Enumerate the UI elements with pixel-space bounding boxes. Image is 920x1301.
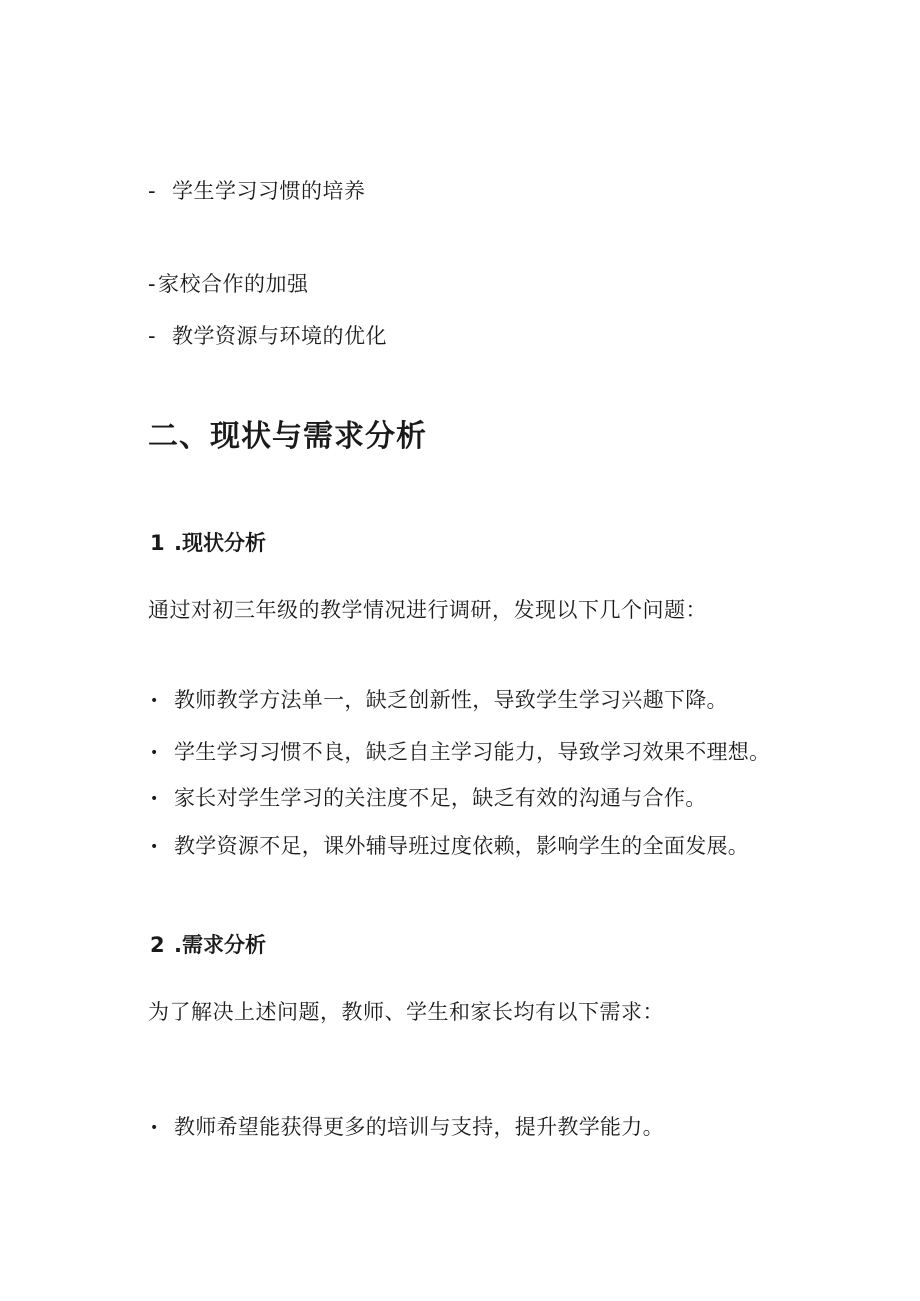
bullet-icon: •	[150, 745, 159, 761]
intro-list-item	[148, 177, 366, 205]
list-item	[150, 738, 770, 767]
list-item	[150, 686, 728, 715]
intro-list-item	[148, 322, 387, 350]
list-item-text: 教师希望能获得更多的培训与支持，提升教学能力。	[174, 1115, 664, 1139]
list-item-text: 学生学习习惯的培养	[172, 179, 366, 203]
paragraph: 为了解决上述问题，教师、学生和家长均有以下需求：	[148, 1000, 664, 1024]
bullet-icon: •	[150, 693, 159, 709]
subsection-heading-status	[150, 529, 266, 557]
list-item-text: 家校合作的加强	[158, 272, 309, 296]
section-heading: 二、现状与需求分析	[148, 419, 427, 454]
subsection-number: 2	[150, 933, 165, 957]
list-item-text: 学生学习习惯不良，缺乏自主学习能力，导致学习效果不理想。	[174, 740, 771, 764]
list-dash: -	[148, 272, 157, 296]
list-item-text: 教师教学方法单一，缺乏创新性，导致学生学习兴趣下降。	[174, 688, 728, 712]
subsection-title: .需求分析	[174, 933, 266, 957]
list-item	[150, 784, 707, 813]
list-item-text: 家长对学生学习的关注度不足，缺乏有效的沟通与合作。	[174, 786, 707, 810]
list-item-text: 教学资源与环境的优化	[172, 324, 387, 348]
subsection-title: .现状分析	[174, 531, 266, 555]
bullet-icon: •	[150, 791, 159, 807]
list-item	[150, 832, 749, 861]
subsection-number: 1	[150, 531, 165, 555]
bullet-icon: •	[150, 1120, 159, 1136]
list-dash: -	[148, 179, 157, 203]
subsection-heading-needs	[150, 931, 266, 959]
list-item-text: 教学资源不足，课外辅导班过度依赖，影响学生的全面发展。	[174, 834, 750, 858]
list-item	[150, 1113, 664, 1142]
list-dash: -	[148, 324, 157, 348]
paragraph: 通过对初三年级的教学情况进行调研，发现以下几个问题：	[148, 598, 707, 622]
intro-list-item	[148, 270, 309, 298]
bullet-icon: •	[150, 839, 159, 855]
